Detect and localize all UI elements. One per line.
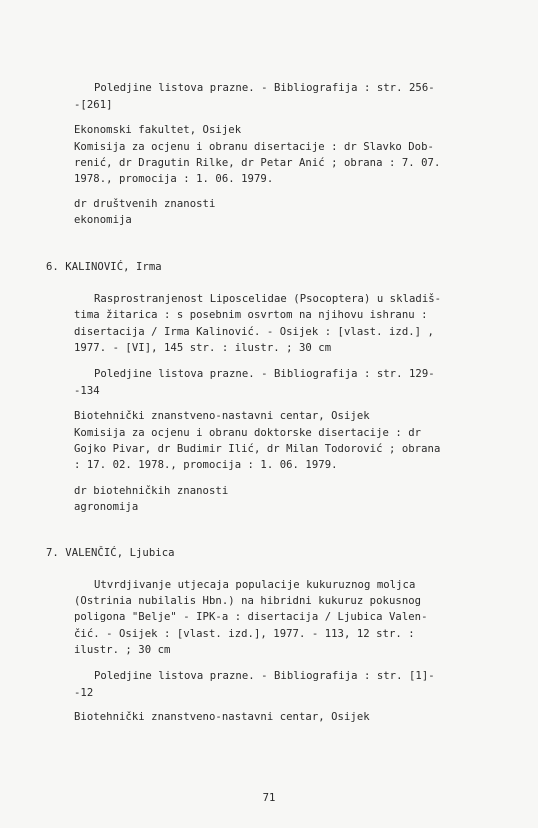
text-line: dr društvenih znanosti <box>74 198 216 210</box>
text-line: Rasprostranjenost Liposcelidae (Psocoptera) u skladiš- <box>94 293 442 305</box>
text-line: -134 <box>74 385 100 397</box>
text-line: 6. KALINOVIĆ, Irma <box>46 261 162 273</box>
text-line: Biotehnički znanstveno-nastavni centar, Osijek <box>74 410 370 422</box>
text-line: renić, dr Dragutin Rilke, dr Petar Anić ; obrana : 7. 07. <box>74 157 441 169</box>
text-line: 1977. - [VI], 145 str. : ilustr. ; 30 cm <box>74 342 332 354</box>
text-line: : 17. 02. 1978., promocija : 1. 06. 1979. <box>74 459 338 471</box>
text-line: agronomija <box>74 501 139 513</box>
text-line: ekonomija <box>74 214 132 226</box>
text-line: (Ostrinia nubilalis Hbn.) na hibridni kukuruz pokusnog <box>74 595 422 607</box>
text-line: poligona "Belje" - IPK-a : disertacija / Ljubica Valen- <box>74 611 428 623</box>
page-number: 71 <box>262 792 276 804</box>
text-line: Ekonomski fakultet, Osijek <box>74 124 242 136</box>
text-line: -[261] <box>74 99 113 111</box>
text-line: Biotehnički znanstveno-nastavni centar, Osijek <box>74 711 370 723</box>
text-line: disertacija / Irma Kalinović. - Osijek : [vlast. izd.] , <box>74 326 434 338</box>
text-line: Utvrdjivanje utjecaja populacije kukuruznog moljca <box>94 579 416 591</box>
text-line: 7. VALENČIĆ, Ljubica <box>46 547 175 559</box>
text-line: Poledjine listova prazne. - Bibliografija : str. 129- <box>94 368 435 380</box>
text-line: ilustr. ; 30 cm <box>74 644 171 656</box>
text-line: dr biotehničkih znanosti <box>74 485 229 497</box>
text-line: Komisija za ocjenu i obranu disertacije : dr Slavko Dob- <box>74 141 434 153</box>
text-line: -12 <box>74 687 94 699</box>
text-line: Gojko Pivar, dr Budimir Ilić, dr Milan Todorović ; obrana <box>74 443 441 455</box>
text-line: čić. - Osijek : [vlast. izd.], 1977. - 113, 12 str. : <box>74 628 415 640</box>
text-line: Komisija za ocjenu i obranu doktorske disertacije : dr <box>74 427 422 439</box>
text-line: Poledjine listova prazne. - Bibliografija : str. [1]- <box>94 670 435 682</box>
text-line: 1978., promocija : 1. 06. 1979. <box>74 173 274 185</box>
text-line: tima žitarica : s posebnim osvrtom na njihovu ishranu : <box>74 309 428 321</box>
text-line: Poledjine listova prazne. - Bibliografija : str. 256- <box>94 82 435 94</box>
